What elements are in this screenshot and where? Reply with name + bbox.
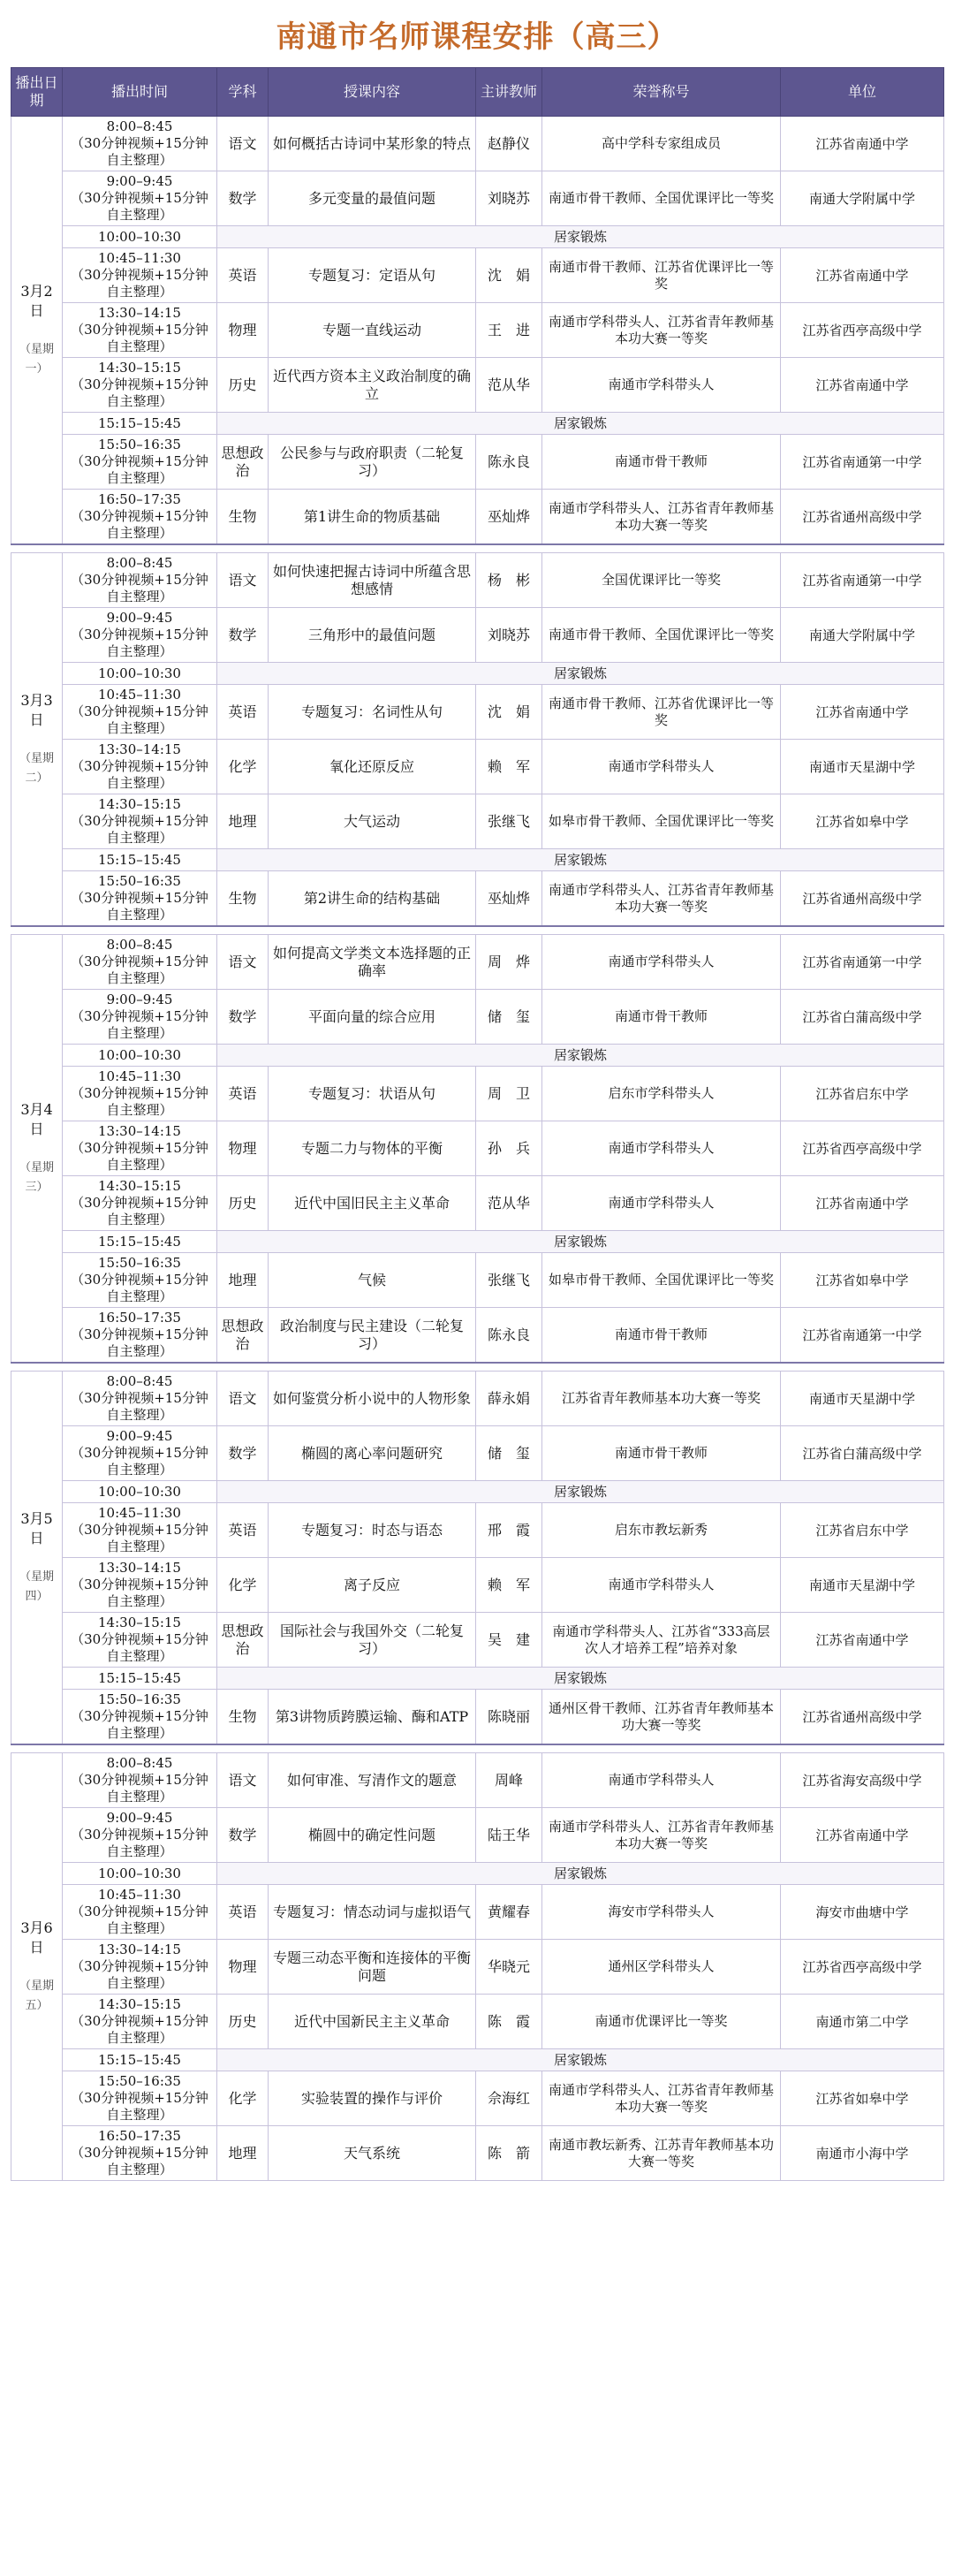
teacher-cell: 沈 娟 xyxy=(476,685,542,740)
unit-cell: 江苏省白蒲高级中学 xyxy=(781,1426,944,1481)
content-cell: 专题复习：状语从句 xyxy=(269,1067,476,1121)
unit-cell: 江苏省如皋中学 xyxy=(781,1253,944,1308)
content-cell: 氧化还原反应 xyxy=(269,740,476,794)
content-cell: 椭圆中的确定性问题 xyxy=(269,1808,476,1863)
break-row xyxy=(11,226,944,248)
content-cell: 近代西方资本主义政治制度的确立 xyxy=(269,358,476,413)
header-date: 播出日期 xyxy=(11,68,63,117)
honor-cell: 南通市学科带头人 xyxy=(542,1558,781,1613)
table-row xyxy=(11,2126,944,2181)
unit-cell: 南通市天星湖中学 xyxy=(781,1372,944,1426)
time-cell: 15:15–15:45 xyxy=(63,2049,217,2071)
subject-cell: 地理 xyxy=(217,2126,269,2181)
honor-cell: 如皋市骨干教师、全国优课评比一等奖 xyxy=(542,794,781,849)
subject-cell: 语文 xyxy=(217,1753,269,1808)
time-cell: 10:45–11:30 （30分钟视频+15分钟自主整理） xyxy=(63,1503,217,1558)
unit-cell: 江苏省西亭高级中学 xyxy=(781,1121,944,1176)
subject-cell: 英语 xyxy=(217,1885,269,1940)
honor-cell: 南通市学科带头人、江苏省“333高层次人才培养工程”培养对象 xyxy=(542,1613,781,1668)
time-cell: 14:30–15:15 （30分钟视频+15分钟自主整理） xyxy=(63,358,217,413)
unit-cell: 江苏省南通第一中学 xyxy=(781,435,944,490)
unit-cell: 江苏省南通第一中学 xyxy=(781,935,944,990)
honor-cell: 南通市学科带头人、江苏省青年教师基本功大赛一等奖 xyxy=(542,303,781,358)
unit-cell: 南通大学附属中学 xyxy=(781,608,944,663)
unit-cell: 南通市天星湖中学 xyxy=(781,1558,944,1613)
time-cell: 8:00–8:45 （30分钟视频+15分钟自主整理） xyxy=(63,553,217,608)
break-row xyxy=(11,1481,944,1503)
teacher-cell: 刘晓苏 xyxy=(476,608,542,663)
table-row xyxy=(11,1067,944,1121)
time-cell: 10:00–10:30 xyxy=(63,1481,217,1503)
content-cell: 第2讲生命的结构基础 xyxy=(269,871,476,927)
time-cell: 14:30–15:15 （30分钟视频+15分钟自主整理） xyxy=(63,1176,217,1231)
unit-cell: 江苏省南通中学 xyxy=(781,248,944,303)
unit-cell: 江苏省南通第一中学 xyxy=(781,553,944,608)
content-cell: 如何审准、写清作文的题意 xyxy=(269,1753,476,1808)
unit-cell: 南通市小海中学 xyxy=(781,2126,944,2181)
subject-cell: 化学 xyxy=(217,740,269,794)
table-row xyxy=(11,1121,944,1176)
honor-cell: 通州区骨干教师、江苏省青年教师基本功大赛一等奖 xyxy=(542,1690,781,1745)
time-cell: 13:30–14:15 （30分钟视频+15分钟自主整理） xyxy=(63,1940,217,1995)
subject-cell: 英语 xyxy=(217,1503,269,1558)
schedule-body xyxy=(11,117,944,2181)
day-separator xyxy=(11,544,944,553)
time-cell: 15:15–15:45 xyxy=(63,849,217,871)
teacher-cell: 邢 霞 xyxy=(476,1503,542,1558)
header-teacher: 主讲教师 xyxy=(476,68,542,117)
weekday-label: （星期二） xyxy=(19,751,54,785)
table-row xyxy=(11,171,944,226)
teacher-cell: 沈 娟 xyxy=(476,248,542,303)
teacher-cell: 周 烨 xyxy=(476,935,542,990)
time-cell: 15:50–16:35 （30分钟视频+15分钟自主整理） xyxy=(63,871,217,927)
date-label: 3月5日 xyxy=(20,1509,53,1546)
separator-cell xyxy=(11,544,944,553)
header-time: 播出时间 xyxy=(63,68,217,117)
table-row xyxy=(11,1613,944,1668)
time-cell: 10:00–10:30 xyxy=(63,1863,217,1885)
honor-cell: 南通市学科带头人 xyxy=(542,1176,781,1231)
time-cell: 13:30–14:15 （30分钟视频+15分钟自主整理） xyxy=(63,1121,217,1176)
break-cell: 居家锻炼 xyxy=(217,663,944,685)
date-cell xyxy=(11,553,63,927)
honor-cell: 高中学科专家组成员 xyxy=(542,117,781,171)
table-row xyxy=(11,1558,944,1613)
teacher-cell: 刘晓苏 xyxy=(476,171,542,226)
honor-cell: 南通市学科带头人、江苏省青年教师基本功大赛一等奖 xyxy=(542,1808,781,1863)
content-cell: 专题复习：时态与语态 xyxy=(269,1503,476,1558)
table-row xyxy=(11,2071,944,2126)
unit-cell: 江苏省海安高级中学 xyxy=(781,1753,944,1808)
subject-cell: 语文 xyxy=(217,935,269,990)
schedule-table xyxy=(11,67,944,2181)
content-cell: 离子反应 xyxy=(269,1558,476,1613)
table-row xyxy=(11,608,944,663)
content-cell: 如何鉴赏分析小说中的人物形象 xyxy=(269,1372,476,1426)
unit-cell: 江苏省南通中学 xyxy=(781,685,944,740)
time-cell: 9:00–9:45 （30分钟视频+15分钟自主整理） xyxy=(63,1426,217,1481)
subject-cell: 思想政治 xyxy=(217,1613,269,1668)
teacher-cell: 吴 建 xyxy=(476,1613,542,1668)
table-row xyxy=(11,1253,944,1308)
unit-cell: 江苏省西亭高级中学 xyxy=(781,1940,944,1995)
time-cell: 9:00–9:45 （30分钟视频+15分钟自主整理） xyxy=(63,171,217,226)
teacher-cell: 巫灿烨 xyxy=(476,871,542,927)
time-cell: 10:00–10:30 xyxy=(63,226,217,248)
teacher-cell: 赵静仪 xyxy=(476,117,542,171)
honor-cell: 南通市骨干教师、全国优课评比一等奖 xyxy=(542,171,781,226)
subject-cell: 地理 xyxy=(217,794,269,849)
honor-cell: 南通市骨干教师 xyxy=(542,435,781,490)
honor-cell: 南通市学科带头人 xyxy=(542,358,781,413)
unit-cell: 江苏省通州高级中学 xyxy=(781,871,944,927)
honor-cell: 南通市学科带头人 xyxy=(542,935,781,990)
time-cell: 15:50–16:35 （30分钟视频+15分钟自主整理） xyxy=(63,1253,217,1308)
table-row xyxy=(11,490,944,545)
unit-cell: 江苏省通州高级中学 xyxy=(781,1690,944,1745)
content-cell: 多元变量的最值问题 xyxy=(269,171,476,226)
teacher-cell: 张继飞 xyxy=(476,794,542,849)
content-cell: 如何提高文学类文本选择题的正确率 xyxy=(269,935,476,990)
content-cell: 实验装置的操作与评价 xyxy=(269,2071,476,2126)
unit-cell: 南通市第二中学 xyxy=(781,1995,944,2049)
break-row xyxy=(11,1231,944,1253)
subject-cell: 英语 xyxy=(217,248,269,303)
date-cell xyxy=(11,117,63,545)
time-cell: 15:50–16:35 （30分钟视频+15分钟自主整理） xyxy=(63,435,217,490)
content-cell: 专题三动态平衡和连接体的平衡问题 xyxy=(269,1940,476,1995)
time-cell: 16:50–17:35 （30分钟视频+15分钟自主整理） xyxy=(63,2126,217,2181)
unit-cell: 江苏省南通中学 xyxy=(781,1808,944,1863)
table-row xyxy=(11,1753,944,1808)
honor-cell: 全国优课评比一等奖 xyxy=(542,553,781,608)
time-cell: 10:45–11:30 （30分钟视频+15分钟自主整理） xyxy=(63,685,217,740)
content-cell: 如何快速把握古诗词中所蕴含思想感情 xyxy=(269,553,476,608)
subject-cell: 数学 xyxy=(217,171,269,226)
content-cell: 气候 xyxy=(269,1253,476,1308)
honor-cell: 如皋市骨干教师、全国优课评比一等奖 xyxy=(542,1253,781,1308)
table-row xyxy=(11,1885,944,1940)
table-row xyxy=(11,435,944,490)
honor-cell: 南通市学科带头人、江苏省青年教师基本功大赛一等奖 xyxy=(542,871,781,927)
teacher-cell: 范从华 xyxy=(476,1176,542,1231)
time-cell: 8:00–8:45 （30分钟视频+15分钟自主整理） xyxy=(63,1372,217,1426)
teacher-cell: 杨 彬 xyxy=(476,553,542,608)
break-row xyxy=(11,2049,944,2071)
date-label: 3月3日 xyxy=(20,691,53,728)
teacher-cell: 巫灿烨 xyxy=(476,490,542,545)
table-row xyxy=(11,794,944,849)
honor-cell: 南通市教坛新秀、江苏青年教师基本功大赛一等奖 xyxy=(542,2126,781,2181)
honor-cell: 南通市学科带头人 xyxy=(542,740,781,794)
header-honor: 荣誉称号 xyxy=(542,68,781,117)
unit-cell: 江苏省如皋中学 xyxy=(781,794,944,849)
teacher-cell: 陈永良 xyxy=(476,1308,542,1364)
header-subject: 学科 xyxy=(217,68,269,117)
header-content: 授课内容 xyxy=(269,68,476,117)
date-cell xyxy=(11,1753,63,2181)
honor-cell: 南通市骨干教师 xyxy=(542,1308,781,1364)
teacher-cell: 周 卫 xyxy=(476,1067,542,1121)
break-row xyxy=(11,1863,944,1885)
time-cell: 10:45–11:30 （30分钟视频+15分钟自主整理） xyxy=(63,1067,217,1121)
unit-cell: 江苏省南通中学 xyxy=(781,1613,944,1668)
content-cell: 公民参与与政府职责（二轮复习） xyxy=(269,435,476,490)
honor-cell: 南通市骨干教师、江苏省优课评比一等奖 xyxy=(542,685,781,740)
teacher-cell: 储 玺 xyxy=(476,990,542,1045)
unit-cell: 江苏省南通中学 xyxy=(781,1176,944,1231)
honor-cell: 海安市学科带头人 xyxy=(542,1885,781,1940)
subject-cell: 思想政治 xyxy=(217,435,269,490)
table-row xyxy=(11,117,944,171)
content-cell: 专题复习：名词性从句 xyxy=(269,685,476,740)
content-cell: 专题复习：情态动词与虚拟语气 xyxy=(269,1885,476,1940)
time-cell: 9:00–9:45 （30分钟视频+15分钟自主整理） xyxy=(63,990,217,1045)
unit-cell: 江苏省南通中学 xyxy=(781,358,944,413)
teacher-cell: 佘海红 xyxy=(476,2071,542,2126)
break-cell: 居家锻炼 xyxy=(217,849,944,871)
separator-cell xyxy=(11,1363,944,1372)
subject-cell: 英语 xyxy=(217,685,269,740)
content-cell: 专题二力与物体的平衡 xyxy=(269,1121,476,1176)
break-row xyxy=(11,663,944,685)
unit-cell: 江苏省如皋中学 xyxy=(781,2071,944,2126)
table-row xyxy=(11,1995,944,2049)
break-row xyxy=(11,1045,944,1067)
teacher-cell: 陈 霞 xyxy=(476,1995,542,2049)
time-cell: 15:50–16:35 （30分钟视频+15分钟自主整理） xyxy=(63,2071,217,2126)
table-row xyxy=(11,248,944,303)
weekday-label: （星期五） xyxy=(19,1979,54,2012)
time-cell: 10:00–10:30 xyxy=(63,1045,217,1067)
time-cell: 13:30–14:15 （30分钟视频+15分钟自主整理） xyxy=(63,303,217,358)
honor-cell: 南通市优课评比一等奖 xyxy=(542,1995,781,2049)
break-cell: 居家锻炼 xyxy=(217,226,944,248)
table-row xyxy=(11,740,944,794)
separator-cell xyxy=(11,926,944,935)
honor-cell: 江苏省青年教师基本功大赛一等奖 xyxy=(542,1372,781,1426)
content-cell: 三角形中的最值问题 xyxy=(269,608,476,663)
teacher-cell: 孙 兵 xyxy=(476,1121,542,1176)
table-row xyxy=(11,1808,944,1863)
break-cell: 居家锻炼 xyxy=(217,1668,944,1690)
subject-cell: 英语 xyxy=(217,1067,269,1121)
subject-cell: 思想政治 xyxy=(217,1308,269,1364)
honor-cell: 启东市教坛新秀 xyxy=(542,1503,781,1558)
subject-cell: 语文 xyxy=(217,553,269,608)
time-cell: 15:50–16:35 （30分钟视频+15分钟自主整理） xyxy=(63,1690,217,1745)
unit-cell: 海安市曲塘中学 xyxy=(781,1885,944,1940)
content-cell: 大气运动 xyxy=(269,794,476,849)
time-cell: 13:30–14:15 （30分钟视频+15分钟自主整理） xyxy=(63,1558,217,1613)
date-cell xyxy=(11,1372,63,1745)
unit-cell: 江苏省南通中学 xyxy=(781,117,944,171)
header-unit: 单位 xyxy=(781,68,944,117)
subject-cell: 数学 xyxy=(217,990,269,1045)
teacher-cell: 黄耀春 xyxy=(476,1885,542,1940)
table-row xyxy=(11,553,944,608)
unit-cell: 江苏省启东中学 xyxy=(781,1067,944,1121)
page-title: 南通市名师课程安排（高三） xyxy=(276,19,678,55)
teacher-cell: 储 玺 xyxy=(476,1426,542,1481)
honor-cell: 南通市骨干教师 xyxy=(542,990,781,1045)
table-row xyxy=(11,1176,944,1231)
unit-cell: 南通市天星湖中学 xyxy=(781,740,944,794)
honor-cell: 南通市学科带头人、江苏省青年教师基本功大赛一等奖 xyxy=(542,490,781,545)
content-cell: 近代中国新民主主义革命 xyxy=(269,1995,476,2049)
time-cell: 14:30–15:15 （30分钟视频+15分钟自主整理） xyxy=(63,794,217,849)
time-cell: 9:00–9:45 （30分钟视频+15分钟自主整理） xyxy=(63,1808,217,1863)
time-cell: 14:30–15:15 （30分钟视频+15分钟自主整理） xyxy=(63,1995,217,2049)
break-cell: 居家锻炼 xyxy=(217,1863,944,1885)
date-label: 3月2日 xyxy=(20,282,53,319)
day-separator xyxy=(11,1363,944,1372)
honor-cell: 南通市骨干教师、江苏省优课评比一等奖 xyxy=(542,248,781,303)
break-row xyxy=(11,1668,944,1690)
teacher-cell: 王 进 xyxy=(476,303,542,358)
content-cell: 国际社会与我国外交（二轮复习） xyxy=(269,1613,476,1668)
break-cell: 居家锻炼 xyxy=(217,2049,944,2071)
subject-cell: 数学 xyxy=(217,1808,269,1863)
subject-cell: 语文 xyxy=(217,1372,269,1426)
subject-cell: 地理 xyxy=(217,1253,269,1308)
teacher-cell: 赖 军 xyxy=(476,1558,542,1613)
content-cell: 天气系统 xyxy=(269,2126,476,2181)
time-cell: 15:15–15:45 xyxy=(63,1668,217,1690)
honor-cell: 通州区学科带头人 xyxy=(542,1940,781,1995)
time-cell: 8:00–8:45 （30分钟视频+15分钟自主整理） xyxy=(63,1753,217,1808)
day-separator xyxy=(11,926,944,935)
honor-cell: 南通市骨干教师 xyxy=(542,1426,781,1481)
subject-cell: 化学 xyxy=(217,2071,269,2126)
table-row xyxy=(11,303,944,358)
subject-cell: 数学 xyxy=(217,608,269,663)
honor-cell: 南通市学科带头人 xyxy=(542,1753,781,1808)
honor-cell: 启东市学科带头人 xyxy=(542,1067,781,1121)
time-cell: 14:30–15:15 （30分钟视频+15分钟自主整理） xyxy=(63,1613,217,1668)
unit-cell: 南通大学附属中学 xyxy=(781,171,944,226)
teacher-cell: 周峰 xyxy=(476,1753,542,1808)
content-cell: 专题一直线运动 xyxy=(269,303,476,358)
table-row xyxy=(11,1940,944,1995)
subject-cell: 历史 xyxy=(217,1176,269,1231)
break-row xyxy=(11,413,944,435)
content-cell: 第3讲物质跨膜运输、酶和ATP xyxy=(269,1690,476,1745)
subject-cell: 历史 xyxy=(217,1995,269,2049)
time-cell: 16:50–17:35 （30分钟视频+15分钟自主整理） xyxy=(63,1308,217,1364)
subject-cell: 生物 xyxy=(217,1690,269,1745)
time-cell: 10:45–11:30 （30分钟视频+15分钟自主整理） xyxy=(63,1885,217,1940)
table-row xyxy=(11,990,944,1045)
subject-cell: 历史 xyxy=(217,358,269,413)
table-row xyxy=(11,1426,944,1481)
honor-cell: 南通市学科带头人、江苏省青年教师基本功大赛一等奖 xyxy=(542,2071,781,2126)
unit-cell: 江苏省启东中学 xyxy=(781,1503,944,1558)
time-cell: 8:00–8:45 （30分钟视频+15分钟自主整理） xyxy=(63,935,217,990)
time-cell: 15:15–15:45 xyxy=(63,413,217,435)
subject-cell: 语文 xyxy=(217,117,269,171)
content-cell: 椭圆的离心率问题研究 xyxy=(269,1426,476,1481)
break-cell: 居家锻炼 xyxy=(217,1045,944,1067)
table-row xyxy=(11,358,944,413)
content-cell: 专题复习：定语从句 xyxy=(269,248,476,303)
time-cell: 13:30–14:15 （30分钟视频+15分钟自主整理） xyxy=(63,740,217,794)
unit-cell: 江苏省南通第一中学 xyxy=(781,1308,944,1364)
teacher-cell: 华晓元 xyxy=(476,1940,542,1995)
weekday-label: （星期四） xyxy=(19,1569,54,1603)
table-row xyxy=(11,1308,944,1364)
subject-cell: 物理 xyxy=(217,1121,269,1176)
teacher-cell: 张继飞 xyxy=(476,1253,542,1308)
weekday-label: （星期一） xyxy=(19,342,54,376)
break-cell: 居家锻炼 xyxy=(217,1481,944,1503)
teacher-cell: 薛永娟 xyxy=(476,1372,542,1426)
time-cell: 10:45–11:30 （30分钟视频+15分钟自主整理） xyxy=(63,248,217,303)
time-cell: 8:00–8:45 （30分钟视频+15分钟自主整理） xyxy=(63,117,217,171)
subject-cell: 数学 xyxy=(217,1426,269,1481)
header-row xyxy=(11,68,944,117)
time-cell: 9:00–9:45 （30分钟视频+15分钟自主整理） xyxy=(63,608,217,663)
time-cell: 10:00–10:30 xyxy=(63,663,217,685)
subject-cell: 生物 xyxy=(217,490,269,545)
date-label: 3月4日 xyxy=(20,1100,53,1137)
teacher-cell: 陆王华 xyxy=(476,1808,542,1863)
table-row xyxy=(11,1503,944,1558)
table-row xyxy=(11,935,944,990)
weekday-label: （星期三） xyxy=(19,1160,54,1194)
unit-cell: 江苏省西亭高级中学 xyxy=(781,303,944,358)
teacher-cell: 陈永良 xyxy=(476,435,542,490)
day-separator xyxy=(11,1744,944,1753)
time-cell: 16:50–17:35 （30分钟视频+15分钟自主整理） xyxy=(63,490,217,545)
break-row xyxy=(11,849,944,871)
table-row xyxy=(11,1372,944,1426)
subject-cell: 生物 xyxy=(217,871,269,927)
subject-cell: 化学 xyxy=(217,1558,269,1613)
content-cell: 近代中国旧民主主义革命 xyxy=(269,1176,476,1231)
separator-cell xyxy=(11,1744,944,1753)
break-cell: 居家锻炼 xyxy=(217,1231,944,1253)
unit-cell: 江苏省白蒲高级中学 xyxy=(781,990,944,1045)
date-cell xyxy=(11,935,63,1364)
honor-cell: 南通市学科带头人 xyxy=(542,1121,781,1176)
content-cell: 第1讲生命的物质基础 xyxy=(269,490,476,545)
break-cell: 居家锻炼 xyxy=(217,413,944,435)
content-cell: 政治制度与民主建设（二轮复习） xyxy=(269,1308,476,1364)
date-label: 3月6日 xyxy=(20,1919,53,1956)
table-row xyxy=(11,685,944,740)
subject-cell: 物理 xyxy=(217,303,269,358)
content-cell: 平面向量的综合应用 xyxy=(269,990,476,1045)
table-row xyxy=(11,1690,944,1745)
teacher-cell: 陈 箭 xyxy=(476,2126,542,2181)
unit-cell: 江苏省通州高级中学 xyxy=(781,490,944,545)
teacher-cell: 陈晓丽 xyxy=(476,1690,542,1745)
teacher-cell: 赖 军 xyxy=(476,740,542,794)
time-cell: 15:15–15:45 xyxy=(63,1231,217,1253)
subject-cell: 物理 xyxy=(217,1940,269,1995)
table-row xyxy=(11,871,944,927)
content-cell: 如何概括古诗词中某形象的特点 xyxy=(269,117,476,171)
teacher-cell: 范从华 xyxy=(476,358,542,413)
honor-cell: 南通市骨干教师、全国优课评比一等奖 xyxy=(542,608,781,663)
